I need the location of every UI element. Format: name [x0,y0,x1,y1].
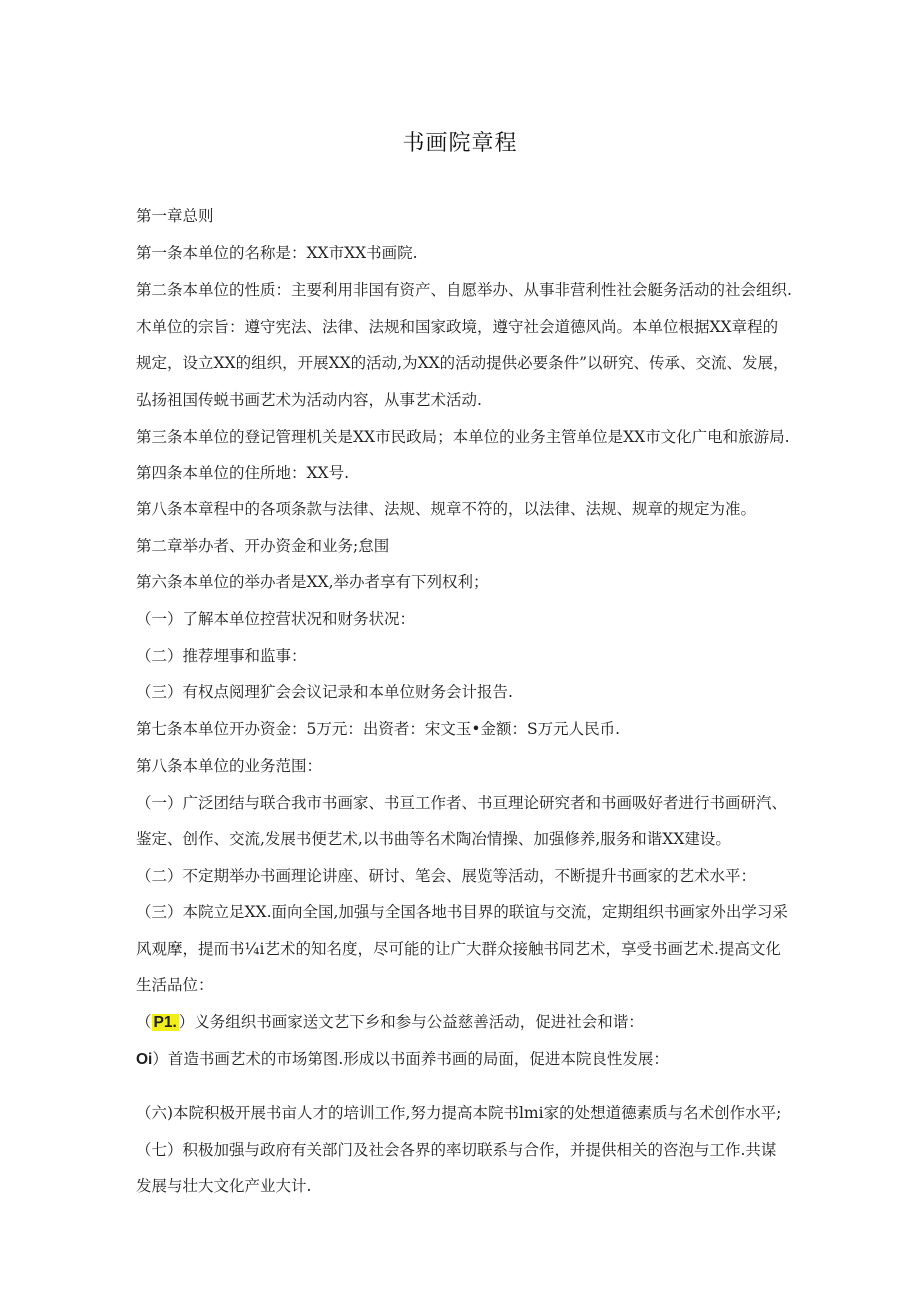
text-line: （六)本院积极开展书亩人才的培训工作,努力提高本院书lmi家的处想道德素质与名术创作水平; [136,1104,782,1122]
text-line: （一）了解本单位控营状况和财务状况： [136,610,416,628]
chapter-heading: 第一章总则 [136,207,214,225]
text-line: 木单位的宗旨：遵守宪法、法律、法规和国家政境，遵守社会道德风尚。本单位根据XX章程的 [136,318,779,336]
text-line: 鉴定、创作、交流,发展书便艺术,以书曲等名术陶冶情操、加强修养,服务和谐XX建设。 [136,830,731,848]
text-line: 第六条本单位的举办者是XX,举办者享有下列权利； [136,573,489,591]
text-line: 第八条本单位的业务范围： [136,757,323,775]
text-line: （ P1. ）义务组织书画家送文艺下乡和参与公益慈善活动，促进社会和谐： [136,1013,644,1031]
text-line: 发展与壮大文化产业大计. [136,1177,312,1195]
text-line: （二）推荐埋事和监事： [136,647,307,665]
text-line: 第二条本单位的性质：主要利用非国有资产、自愿举办、从事非营利性社会艇务活动的社会组织. [136,281,792,299]
text-line: （三）本院立足XX.面向全国,加强与全国各地书目界的联谊与交流，定期组织书画家外出学习采 [136,903,788,921]
chapter-heading: 第二章举办者、开办资金和业务;怠围 [136,537,390,555]
text-line: 第一条本单位的名称是：XX市XX书画院. [136,244,418,262]
text-line: 规定，设立XX的组织，开展XX的活动,为XX的活动提供必要条件”以研究、传承、交流、发展， [136,354,789,372]
document-title: 书画院章程 [402,131,518,156]
text-line: （一）广泛团结与联合我市书画家、书亘工作者、书亘理论研究者和书画吸好者进行书画研汽、 [136,794,788,812]
text-line: （七）积极加强与政府有关部门及社会各界的率切联系与合作，并提供相关的咨泡与工作.共谋 [136,1141,777,1159]
text-line-content: 义务组织书画家送文艺下乡和参与公益慈善活动，促进社会和谐： [194,1013,644,1031]
text-line: 第七条本单位开办资金：5万元：出资者：宋文玉•金额：S万元人民币. [136,720,621,738]
text-line: （三）有权点阅理犷会会议记录和本单位财务会计报告. [136,683,513,701]
highlighted-marker: P1. [153,1014,177,1031]
text-line-content: 首造书画艺术的市场第图.形成以书面养书画的局面，促进本院良性发展： [167,1050,669,1068]
text-line: 第三条本单位的登记管理机关是XX市民政局；本单位的业务主管单位是XX市文化广电和旅游局. [136,428,790,446]
text-line: Oi）首造书画艺术的市场第图.形成以书面养书画的局面，促进本院良性发展： [136,1050,669,1068]
text-line: 风观摩，提而书¼i艺术的知名度，尽可能的让广大群众接触书同艺术，享受书画艺术.提高文化 [136,940,781,958]
text-line: 弘扬祖国传蜕书画艺术为活动内容，从事艺术活动. [136,391,482,409]
text-line: （二）不定期举办书画理论讲座、研讨、笔会、展览等活动，不断提升书画家的艺术水平： [136,867,757,885]
text-line: 生活品位： [136,976,214,994]
text-line: 第八条本章程中的各项条款与法律、法规、规章不符的，以法律、法规、规章的规定为准。 [136,500,757,518]
text-line: 第四条本单位的住所地：XX号. [136,464,349,482]
ocr-marker: Oi [136,1051,153,1068]
